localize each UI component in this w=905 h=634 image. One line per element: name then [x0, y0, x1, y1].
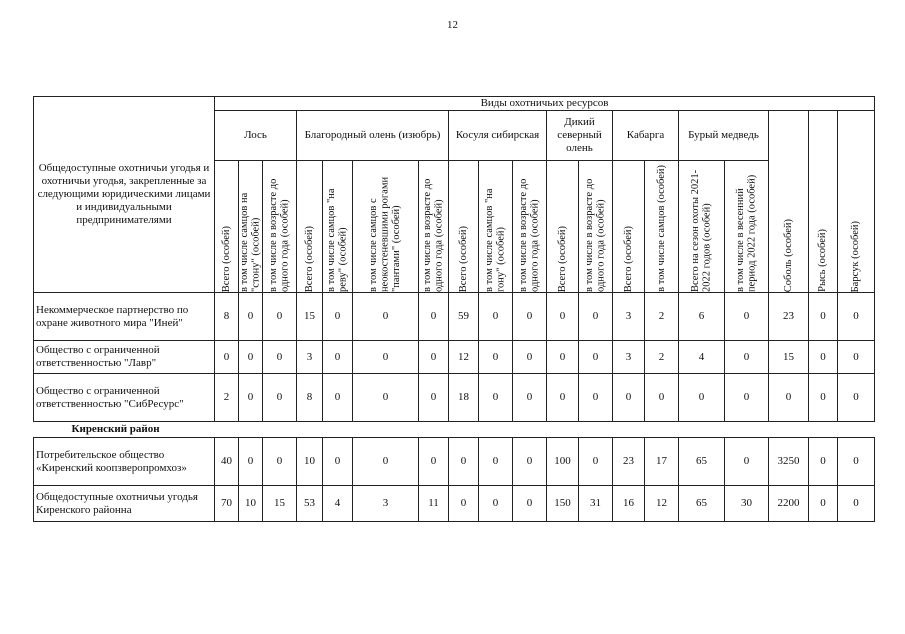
table-cell: 0: [323, 438, 353, 486]
table-cell: 0: [838, 341, 875, 374]
row-name: Некоммерческое партнерство по охране животного мира "Иней": [34, 293, 215, 341]
table-cell: 0: [513, 438, 547, 486]
table-cell: 65: [679, 486, 725, 522]
table-cell: 18: [449, 374, 479, 422]
subheader: в том числе в весенний период 2022 года (особей): [725, 161, 769, 293]
table-cell: 0: [353, 341, 419, 374]
table-cell: 0: [809, 293, 838, 341]
subheader: в том числе в возрасте до одного года (особей): [513, 161, 547, 293]
table-cell: 0: [679, 374, 725, 422]
table-cell: 16: [613, 486, 645, 522]
table-cell: 2200: [769, 486, 809, 522]
table-cell: 15: [769, 341, 809, 374]
table-cell: 0: [419, 341, 449, 374]
table-cell: 0: [513, 293, 547, 341]
subheader: Всего на сезон охоты 2021-2022 годов (особей): [679, 161, 725, 293]
table-cell: 0: [725, 293, 769, 341]
table-cell: 23: [769, 293, 809, 341]
row-name: Потребительское общество «Киренский коопзверопромхоз»: [34, 438, 215, 486]
badger-header: Барсук (особей): [838, 111, 875, 293]
subheader: в том числе самцов (особей): [645, 161, 679, 293]
hunting-resources-table: [33, 96, 875, 522]
page-number: 12: [447, 19, 458, 31]
table-cell: 2: [645, 293, 679, 341]
table-cell: 0: [769, 374, 809, 422]
table-cell: 40: [215, 438, 239, 486]
table-row: [34, 438, 875, 486]
table-cell: 0: [579, 374, 613, 422]
table-cell: 0: [353, 374, 419, 422]
table-cell: 0: [725, 438, 769, 486]
table-cell: 8: [215, 293, 239, 341]
row-name: Общество с ограниченной ответственностью "Лавр": [34, 341, 215, 374]
table-cell: 3: [297, 341, 323, 374]
table-cell: 0: [323, 374, 353, 422]
table-cell: 2: [215, 374, 239, 422]
subheader: Всего (особей): [547, 161, 579, 293]
group-header-roe-deer: Косуля сибирская: [449, 111, 547, 161]
table-cell: 53: [297, 486, 323, 522]
section-row: [34, 422, 875, 438]
group-header-brown-bear: Бурый медведь: [679, 111, 769, 161]
table-cell: 0: [353, 293, 419, 341]
top-header: Виды охотничьих ресурсов: [215, 97, 875, 111]
table-cell: 0: [513, 374, 547, 422]
table-cell: 0: [263, 374, 297, 422]
sable-header: Соболь (особей): [769, 111, 809, 293]
section-title: Киренский район: [34, 422, 875, 438]
table-cell: 11: [419, 486, 449, 522]
table-cell: 0: [419, 438, 449, 486]
table-cell: 0: [809, 486, 838, 522]
row-name: Общество с ограниченной ответственностью "СибРесурс": [34, 374, 215, 422]
table-cell: 0: [263, 293, 297, 341]
table-cell: 12: [449, 341, 479, 374]
table-cell: 0: [449, 438, 479, 486]
table-cell: 0: [419, 293, 449, 341]
table-cell: 0: [239, 293, 263, 341]
subheader: в том числе в возрасте до одного года (особей): [419, 161, 449, 293]
table-cell: 100: [547, 438, 579, 486]
table-cell: 0: [353, 438, 419, 486]
table-cell: 0: [479, 374, 513, 422]
table-cell: 0: [809, 341, 838, 374]
table-row: [34, 486, 875, 522]
table-cell: 2: [645, 341, 679, 374]
table-cell: 0: [239, 341, 263, 374]
table-cell: 0: [479, 486, 513, 522]
subheader: в том числе самцов с неокостеневшими рогами "пантами" (особей): [353, 161, 419, 293]
table-cell: 0: [809, 374, 838, 422]
table-cell: 0: [579, 438, 613, 486]
table-cell: 0: [239, 374, 263, 422]
table-cell: 150: [547, 486, 579, 522]
table-cell: 0: [323, 293, 353, 341]
subheader: Всего (особей): [297, 161, 323, 293]
table-cell: 23: [613, 438, 645, 486]
lynx-header: Рысь (особей): [809, 111, 838, 293]
table-cell: 65: [679, 438, 725, 486]
group-header-reindeer: Дикий северный олень: [547, 111, 613, 161]
table-cell: 0: [838, 486, 875, 522]
table-cell: 0: [547, 341, 579, 374]
table-cell: 3: [613, 293, 645, 341]
table-cell: 10: [239, 486, 263, 522]
group-header-red-deer: Благородный олень (изюбрь): [297, 111, 449, 161]
table-cell: 3: [613, 341, 645, 374]
table-row: [34, 341, 875, 374]
table-cell: 0: [479, 293, 513, 341]
table-cell: 0: [323, 341, 353, 374]
table-row: [34, 374, 875, 422]
table-cell: 3: [353, 486, 419, 522]
table-cell: 0: [838, 293, 875, 341]
table-cell: 15: [297, 293, 323, 341]
table-cell: 6: [679, 293, 725, 341]
table-cell: 17: [645, 438, 679, 486]
subheader: Всего (особей): [215, 161, 239, 293]
table-cell: 0: [645, 374, 679, 422]
table-cell: 12: [645, 486, 679, 522]
table-cell: 0: [838, 374, 875, 422]
table-cell: 30: [725, 486, 769, 522]
table-cell: 0: [479, 341, 513, 374]
subheader: в том числе самцов "на гону" (особей): [479, 161, 513, 293]
table-cell: 15: [263, 486, 297, 522]
table-cell: 4: [679, 341, 725, 374]
table-cell: 0: [547, 293, 579, 341]
table-cell: 0: [215, 341, 239, 374]
table-cell: 31: [579, 486, 613, 522]
subheader: Всего (особей): [449, 161, 479, 293]
row-header: Общедоступные охотничьи угодья и охотничьи угодья, закрепленные за следующими юридическими лицами и индивидуальными предпринимателями: [34, 97, 215, 293]
table-cell: 0: [725, 341, 769, 374]
table-cell: 0: [513, 486, 547, 522]
table-cell: 0: [449, 486, 479, 522]
table-cell: 0: [513, 341, 547, 374]
group-header-musk-deer: Кабарга: [613, 111, 679, 161]
table-cell: 0: [579, 293, 613, 341]
table-cell: 3250: [769, 438, 809, 486]
row-name: Общедоступные охотничьи угодья Киренского районна: [34, 486, 215, 522]
table-cell: 0: [419, 374, 449, 422]
table-cell: 10: [297, 438, 323, 486]
table-cell: 0: [579, 341, 613, 374]
subheader: Всего (особей): [613, 161, 645, 293]
table-cell: 4: [323, 486, 353, 522]
subheader: в том числе самцов на "стону" (особей): [239, 161, 263, 293]
table-cell: 8: [297, 374, 323, 422]
table-cell: 59: [449, 293, 479, 341]
group-header-elk: Лось: [215, 111, 297, 161]
table-cell: 0: [809, 438, 838, 486]
table-cell: 0: [263, 341, 297, 374]
table-cell: 0: [547, 374, 579, 422]
table-cell: 0: [838, 438, 875, 486]
subheader: в том числе в возрасте до одного года (особей): [263, 161, 297, 293]
table-row: [34, 293, 875, 341]
table-cell: 0: [479, 438, 513, 486]
table-cell: 0: [725, 374, 769, 422]
table-cell: 0: [613, 374, 645, 422]
subheader: в том числе в возрасте до одного года (особей): [579, 161, 613, 293]
table-cell: 0: [239, 438, 263, 486]
subheader: в том числе самцов "на реву" (особей): [323, 161, 353, 293]
table-cell: 0: [263, 438, 297, 486]
table-cell: 70: [215, 486, 239, 522]
